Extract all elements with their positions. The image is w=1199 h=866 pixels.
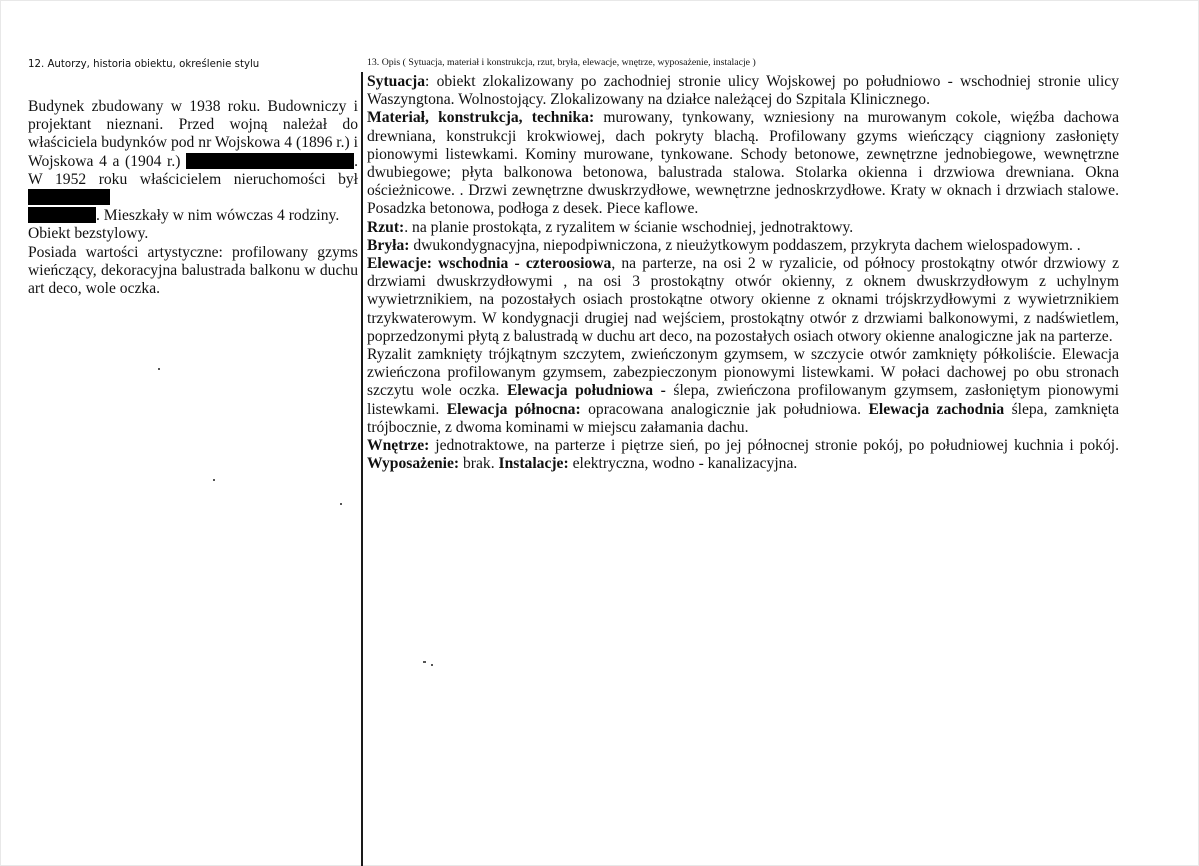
- rzut-text: . na planie prostokąta, z ryzalitem w ścianie wschodniej, jednotraktowy.: [404, 218, 854, 236]
- wnetrze-paragraph: [367, 437, 1119, 473]
- redacted-name: [186, 153, 354, 169]
- material-paragraph: [367, 109, 1119, 218]
- polnocna-text: opracowana analogicznie jak południowa.: [580, 400, 869, 418]
- description-text: [367, 73, 1119, 473]
- description-section-header: 13. Opis ( Sytuacja, materiał i konstrukcja, rzut, bryła, elewacje, wnętrze, wyposażenie, instalacje ): [367, 57, 756, 68]
- scan-speck: [340, 503, 342, 505]
- description-column: [367, 56, 1119, 473]
- bryla-label: Bryła:: [367, 236, 410, 254]
- zachodnia-text: ślepa, zamknięta trójbocznie, z dwoma kominami w miejscu załamania dachu.: [367, 400, 1119, 436]
- instalacje-label: Instalacje:: [498, 455, 569, 473]
- wyposazenie-text: brak.: [459, 455, 499, 473]
- sytuacja-label: Sytuacja: [367, 73, 426, 90]
- material-text: murowany, tynkowany, wzniesiony na murowanym cokole, więźba dachowa drewniana, konstrukcji krokwiowej, dach pokryty blachą. Profilowany gzyms wieńczący ciągniony zasłonięty pionowymi listewkami. Kominy murowane, tynkowane. Schody betonowe, zewnętrzne jednobiegowe, wewnętrzne dwubiegowe; płyta balkonowa betonowa, balustrada stalowa. Stolarka okienna i drzwiowa drewniana. Okna ościeżnicowe. . Drzwi zewnętrzne dwuskrzydłowe, wewnętrzne jednoskrzydłowe. Kraty w oknach i drzwiach stalowe. Posadzka betonowa, podłoga z desek. Piece kaflowe.: [367, 109, 1119, 218]
- ryzalit-paragraph: [367, 346, 1119, 437]
- scan-speck: [158, 368, 160, 370]
- elewacje-label: Elewacje: wschodnia - czteroosiowa: [367, 255, 612, 273]
- ryzalit-text: Ryzalit zamknięty trójkątnym szczytem, zwieńczonym gzymsem, w szczycie otwór zamknięty półkoliście. Elewacja zwieńczona profilowanym gzymsem, zabezpieczonym pionowymi listewkami. W połaci dachowej po obu stronach szczytu wole oczka.: [367, 346, 1119, 400]
- column-divider: [361, 72, 363, 866]
- sytuacja-text: : obiekt zlokalizowany po zachodniej stronie ulicy Wojskowej po południowo - wschodniej stronie ulicy Waszyngtona. Wolnostojący. Zlokalizowany na działce należącej do Szpitala Klinicznego.: [367, 73, 1119, 109]
- history-text: [28, 98, 358, 298]
- rzut-paragraph: [367, 219, 1119, 237]
- polnocna-label: Elewacja północna:: [446, 400, 581, 418]
- history-text-part-2: . W 1952 roku właścicielem nieruchomości był: [28, 152, 358, 188]
- scan-speck: [423, 661, 426, 663]
- bryla-text: dwukondygnacyjna, niepodpiwniczona, z nieużytkowym poddaszem, przykryta dachem wielospadowym. .: [409, 236, 1081, 254]
- bryla-paragraph: [367, 237, 1119, 255]
- instalacje-text: elektryczna, wodno - kanalizacyjna.: [568, 455, 798, 473]
- wnetrze-label: Wnętrze:: [367, 437, 430, 455]
- poludniowa-text: ślepa, zwieńczona profilowanym gzymsem, zasłoniętym pionowymi listewkami.: [367, 382, 1119, 418]
- wnetrze-text: jednotraktowe, na parterze i piętrze sień, po jej północnej stronie pokój, po południowej kuchnia i pokój.: [429, 437, 1119, 455]
- artistic-value-paragraph: Posiada wartości artystyczne: profilowany gzyms wieńczący, dekoracyjna balustrada balkonu w duchu art deco, wole oczka.: [28, 243, 358, 298]
- elewacje-text: , na parterze, na osi 2 w ryzalicie, od północy prostokątny otwór drzwiowy z drzwiami dwuskrzydłowymi , na osi 3 prostokątny otwór okienny, z oknem dwuskrzydłowym z uchylnym wywietrznikiem, na pozostałych osiach prostokątne otwory okienne z oknami trójskrzydłowymi z wywietrznikiem trzykwaterowym. W kondygnacji drugiej nad wejściem, prostokątny otwór z drzwiami balkonowymi, z nadświetlem, poprzedzonymi płytą z balustradą w duchu art deco, na pozostałych osiach otwory okienne analogiczne jak na parterze.: [367, 255, 1119, 345]
- style-paragraph: Obiekt bezstylowy.: [28, 225, 149, 243]
- history-section-header: 12. Autorzy, historia obiektu, określenie stylu: [28, 59, 260, 70]
- material-label: Materiał, konstrukcja, technika:: [367, 109, 595, 127]
- history-text-part-1: Budynek zbudowany w 1938 roku. Budowniczy i projektant nieznani. Przed wojną należał do właściciela budynków pod nr Wojskowa 4 (1896 r.) i Wojskowa 4 a (1904 r.): [28, 98, 358, 170]
- zachodnia-label: Elewacja zachodnia: [868, 400, 1005, 418]
- wyposazenie-label: Wyposażenie:: [367, 455, 460, 473]
- history-paragraph: [28, 98, 358, 225]
- scan-speck: [431, 664, 433, 666]
- history-text-part-3: . Mieszkały w nim wówczas 4 rodziny.: [96, 207, 340, 225]
- history-column: [28, 58, 358, 298]
- scan-speck: [213, 479, 215, 481]
- sytuacja-paragraph: [367, 73, 1119, 109]
- rzut-label: Rzut:: [367, 218, 405, 236]
- elewacje-paragraph: [367, 255, 1119, 346]
- poludniowa-label: Elewacja południowa -: [506, 382, 666, 400]
- redacted-name: [28, 189, 110, 205]
- redacted-name: [28, 207, 96, 223]
